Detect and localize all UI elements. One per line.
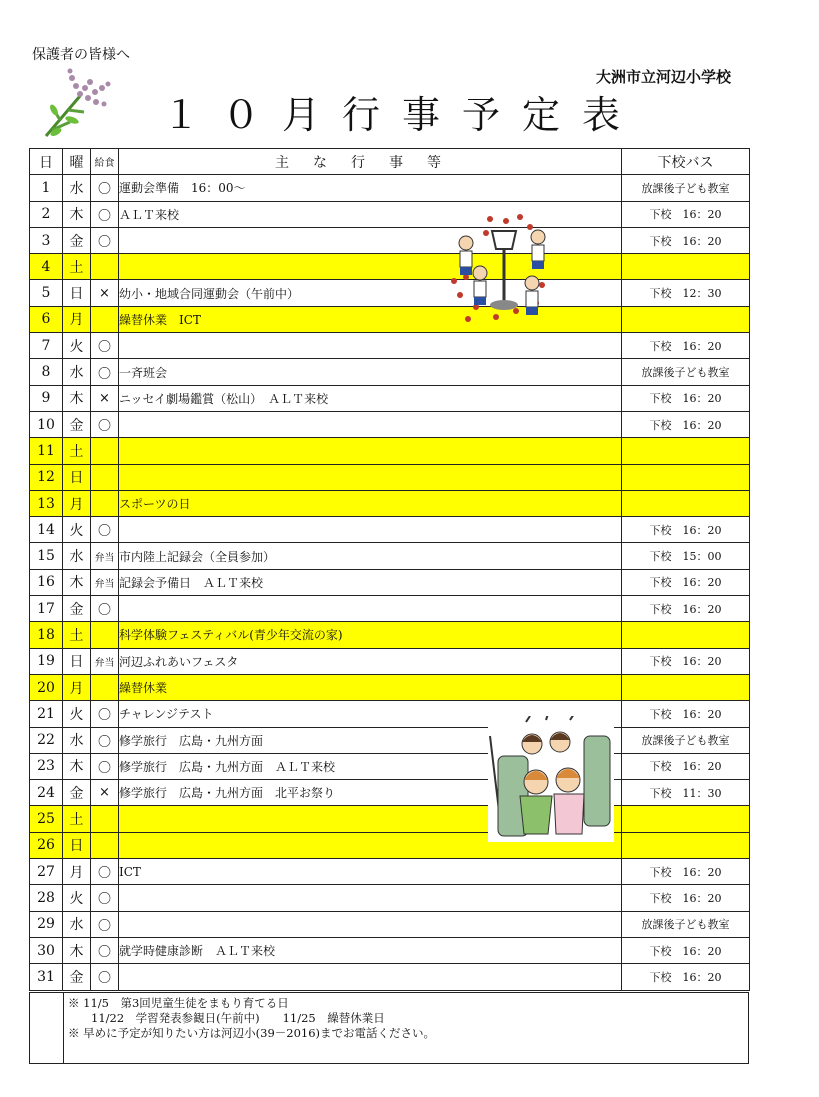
lunch-cell: × — [91, 385, 119, 411]
day-cell: 6 — [30, 306, 63, 332]
day-cell: 12 — [30, 464, 63, 490]
table-row — [30, 464, 750, 490]
day-cell: 21 — [30, 701, 63, 727]
lunch-cell: 〇 — [91, 701, 119, 727]
weekday-cell: 土 — [63, 254, 91, 280]
event-cell: 就学時健康診断 ＡＬＴ来校 — [119, 937, 622, 963]
weekday-cell: 土 — [63, 806, 91, 832]
greeting: 保護者の皆様へ — [32, 47, 130, 63]
table-row — [30, 227, 750, 253]
event-cell — [119, 964, 622, 990]
table-row — [30, 543, 750, 569]
lunch-cell: 〇 — [91, 517, 119, 543]
lunch-cell — [91, 832, 119, 858]
event-cell — [119, 596, 622, 622]
event-cell — [119, 464, 622, 490]
lunch-cell: 〇 — [91, 359, 119, 385]
schedule-body — [30, 175, 750, 990]
bus-cell: 下校 15：00 — [622, 543, 750, 569]
day-cell: 30 — [30, 937, 63, 963]
table-row — [30, 859, 750, 885]
event-cell: ICT — [119, 859, 622, 885]
day-cell: 2 — [30, 201, 63, 227]
weekday-cell: 水 — [63, 175, 91, 201]
day-cell: 14 — [30, 517, 63, 543]
event-cell: 繰替休業 — [119, 674, 622, 700]
schedule-table — [29, 148, 750, 991]
table-row — [30, 438, 750, 464]
lunch-cell: 弁当 — [91, 648, 119, 674]
day-cell: 24 — [30, 780, 63, 806]
bus-cell: 下校 16：20 — [622, 859, 750, 885]
school-name: 大洲市立河辺小学校 — [596, 68, 732, 86]
table-row — [30, 254, 750, 280]
weekday-cell: 土 — [63, 438, 91, 464]
weekday-cell: 金 — [63, 411, 91, 437]
table-row — [30, 411, 750, 437]
lunch-cell: × — [91, 280, 119, 306]
lunch-cell: 〇 — [91, 964, 119, 990]
table-row — [30, 280, 750, 306]
table-row — [30, 780, 750, 806]
weekday-cell: 日 — [63, 648, 91, 674]
event-cell — [119, 885, 622, 911]
note-line: 11/22 学習発表参観日(午前中) 11/25 繰替休業日 — [68, 1011, 385, 1025]
bus-cell — [622, 438, 750, 464]
bus-cell: 下校 16：20 — [622, 753, 750, 779]
weekday-cell: 木 — [63, 569, 91, 595]
bus-cell — [622, 806, 750, 832]
day-cell: 7 — [30, 333, 63, 359]
day-cell: 26 — [30, 832, 63, 858]
event-cell: チャレンジテスト — [119, 701, 622, 727]
lunch-cell: 〇 — [91, 596, 119, 622]
bus-cell: 下校 16：20 — [622, 227, 750, 253]
day-cell: 8 — [30, 359, 63, 385]
lunch-cell: 〇 — [91, 937, 119, 963]
weekday-cell: 土 — [63, 622, 91, 648]
day-cell: 5 — [30, 280, 63, 306]
weekday-cell: 木 — [63, 753, 91, 779]
event-cell — [119, 911, 622, 937]
lunch-cell: 〇 — [91, 201, 119, 227]
notes-text — [68, 996, 435, 1041]
table-row — [30, 885, 750, 911]
weekday-cell: 火 — [63, 885, 91, 911]
weekday-cell: 火 — [63, 517, 91, 543]
event-cell: ＡＬＴ来校 — [119, 201, 622, 227]
lunch-cell: 〇 — [91, 727, 119, 753]
weekday-cell: 水 — [63, 911, 91, 937]
day-cell: 17 — [30, 596, 63, 622]
bus-cell: 下校 16：20 — [622, 569, 750, 595]
day-cell: 15 — [30, 543, 63, 569]
day-cell: 31 — [30, 964, 63, 990]
event-cell: 繰替休業 ICT — [119, 306, 622, 332]
table-row — [30, 385, 750, 411]
event-cell — [119, 333, 622, 359]
weekday-cell: 水 — [63, 543, 91, 569]
table-row — [30, 911, 750, 937]
col-events: 主な行事等 — [119, 149, 622, 175]
table-row — [30, 832, 750, 858]
bus-cell: 下校 16：20 — [622, 596, 750, 622]
lunch-cell: 〇 — [91, 411, 119, 437]
bus-cell: 下校 16：20 — [622, 201, 750, 227]
lunch-cell — [91, 674, 119, 700]
table-row — [30, 806, 750, 832]
event-cell — [119, 411, 622, 437]
table-row — [30, 674, 750, 700]
event-cell: 河辺ふれあいフェスタ — [119, 648, 622, 674]
day-cell: 1 — [30, 175, 63, 201]
weekday-cell: 金 — [63, 596, 91, 622]
weekday-cell: 水 — [63, 359, 91, 385]
weekday-cell: 火 — [63, 333, 91, 359]
col-lunch: 給食 — [91, 149, 119, 175]
bus-cell: 下校 16：20 — [622, 385, 750, 411]
event-cell: 修学旅行 広島・九州方面 北平お祭り — [119, 780, 622, 806]
bus-cell: 下校 16：20 — [622, 885, 750, 911]
day-cell: 19 — [30, 648, 63, 674]
table-row — [30, 727, 750, 753]
lunch-cell — [91, 464, 119, 490]
weekday-cell: 日 — [63, 280, 91, 306]
bus-cell: 放課後子ども教室 — [622, 911, 750, 937]
weekday-cell: 火 — [63, 701, 91, 727]
lunch-cell: 〇 — [91, 333, 119, 359]
bus-cell: 下校 16：20 — [622, 648, 750, 674]
weekday-cell: 木 — [63, 201, 91, 227]
bus-cell — [622, 674, 750, 700]
lunch-cell: 〇 — [91, 175, 119, 201]
lunch-cell: 〇 — [91, 753, 119, 779]
bus-cell: 下校 16：20 — [622, 937, 750, 963]
lunch-cell: 〇 — [91, 911, 119, 937]
table-row — [30, 701, 750, 727]
table-header — [30, 149, 750, 175]
event-cell: 修学旅行 広島・九州方面 ＡＬＴ来校 — [119, 753, 622, 779]
note-line: ※ 11/5 第3回児童生徒をまもり育てる日 — [68, 996, 289, 1010]
day-cell: 13 — [30, 490, 63, 516]
day-cell: 27 — [30, 859, 63, 885]
table-row — [30, 490, 750, 516]
lunch-cell: 弁当 — [91, 543, 119, 569]
weekday-cell: 金 — [63, 964, 91, 990]
bus-trip-illustration — [488, 716, 614, 842]
table-row — [30, 359, 750, 385]
day-cell: 29 — [30, 911, 63, 937]
lunch-cell: × — [91, 780, 119, 806]
table-row — [30, 648, 750, 674]
lunch-cell — [91, 306, 119, 332]
bus-cell — [622, 490, 750, 516]
note-line: ※ 早めに予定が知りたい方は河辺小(39－2016)までお電話ください。 — [68, 1026, 436, 1040]
table-row — [30, 596, 750, 622]
weekday-cell: 月 — [63, 490, 91, 516]
lunch-cell: 〇 — [91, 885, 119, 911]
weekday-cell: 金 — [63, 780, 91, 806]
page-title: １０月行事予定表 — [162, 93, 643, 137]
lunch-cell — [91, 806, 119, 832]
day-cell: 10 — [30, 411, 63, 437]
bus-cell: 下校 12：30 — [622, 280, 750, 306]
lunch-cell — [91, 490, 119, 516]
lavender-illustration — [40, 66, 120, 142]
table-row — [30, 937, 750, 963]
event-cell: 修学旅行 広島・九州方面 — [119, 727, 622, 753]
lunch-cell — [91, 438, 119, 464]
day-cell: 20 — [30, 674, 63, 700]
day-cell: 9 — [30, 385, 63, 411]
event-cell: 運動会準備 16：00～ — [119, 175, 622, 201]
sports-day-illustration — [446, 207, 554, 331]
weekday-cell: 水 — [63, 727, 91, 753]
event-cell: スポーツの日 — [119, 490, 622, 516]
event-cell: 一斉班会 — [119, 359, 622, 385]
event-cell: 科学体験フェスティバル(青少年交流の家) — [119, 622, 622, 648]
bus-cell — [622, 306, 750, 332]
event-cell — [119, 517, 622, 543]
notes-box — [29, 992, 749, 1064]
col-bus: 下校バス — [622, 149, 750, 175]
lunch-cell: 〇 — [91, 859, 119, 885]
bus-cell: 下校 16：20 — [622, 411, 750, 437]
event-cell: 幼小・地域合同運動会（午前中） — [119, 280, 622, 306]
bus-cell — [622, 832, 750, 858]
weekday-cell: 日 — [63, 464, 91, 490]
bus-cell: 放課後子ども教室 — [622, 359, 750, 385]
col-weekday: 曜 — [63, 149, 91, 175]
bus-cell — [622, 254, 750, 280]
bus-cell: 放課後子ども教室 — [622, 175, 750, 201]
table-row — [30, 333, 750, 359]
bus-cell — [622, 622, 750, 648]
event-cell: ニッセイ劇場鑑賞（松山） ＡＬＴ来校 — [119, 385, 622, 411]
notes-gutter — [63, 993, 64, 1063]
weekday-cell: 金 — [63, 227, 91, 253]
event-cell: 記録会予備日 ＡＬＴ来校 — [119, 569, 622, 595]
event-cell: 市内陸上記録会（全員参加） — [119, 543, 622, 569]
lunch-cell: 弁当 — [91, 569, 119, 595]
table-row — [30, 622, 750, 648]
event-cell — [119, 438, 622, 464]
weekday-cell: 月 — [63, 674, 91, 700]
col-day: 日 — [30, 149, 63, 175]
bus-cell: 下校 16：20 — [622, 701, 750, 727]
weekday-cell: 日 — [63, 832, 91, 858]
bus-cell: 下校 16：20 — [622, 517, 750, 543]
day-cell: 22 — [30, 727, 63, 753]
weekday-cell: 月 — [63, 306, 91, 332]
table-row — [30, 175, 750, 201]
table-row — [30, 569, 750, 595]
weekday-cell: 月 — [63, 859, 91, 885]
table-row — [30, 201, 750, 227]
bus-cell: 下校 11：30 — [622, 780, 750, 806]
table-row — [30, 306, 750, 332]
lunch-cell: 〇 — [91, 227, 119, 253]
weekday-cell: 木 — [63, 937, 91, 963]
day-cell: 11 — [30, 438, 63, 464]
bus-cell: 下校 16：20 — [622, 964, 750, 990]
weekday-cell: 木 — [63, 385, 91, 411]
table-row — [30, 964, 750, 990]
day-cell: 25 — [30, 806, 63, 832]
day-cell: 4 — [30, 254, 63, 280]
lunch-cell — [91, 254, 119, 280]
day-cell: 16 — [30, 569, 63, 595]
table-row — [30, 517, 750, 543]
day-cell: 23 — [30, 753, 63, 779]
bus-cell — [622, 464, 750, 490]
lunch-cell — [91, 622, 119, 648]
day-cell: 28 — [30, 885, 63, 911]
day-cell: 3 — [30, 227, 63, 253]
day-cell: 18 — [30, 622, 63, 648]
bus-cell: 放課後子ども教室 — [622, 727, 750, 753]
bus-cell: 下校 16：20 — [622, 333, 750, 359]
table-row — [30, 753, 750, 779]
